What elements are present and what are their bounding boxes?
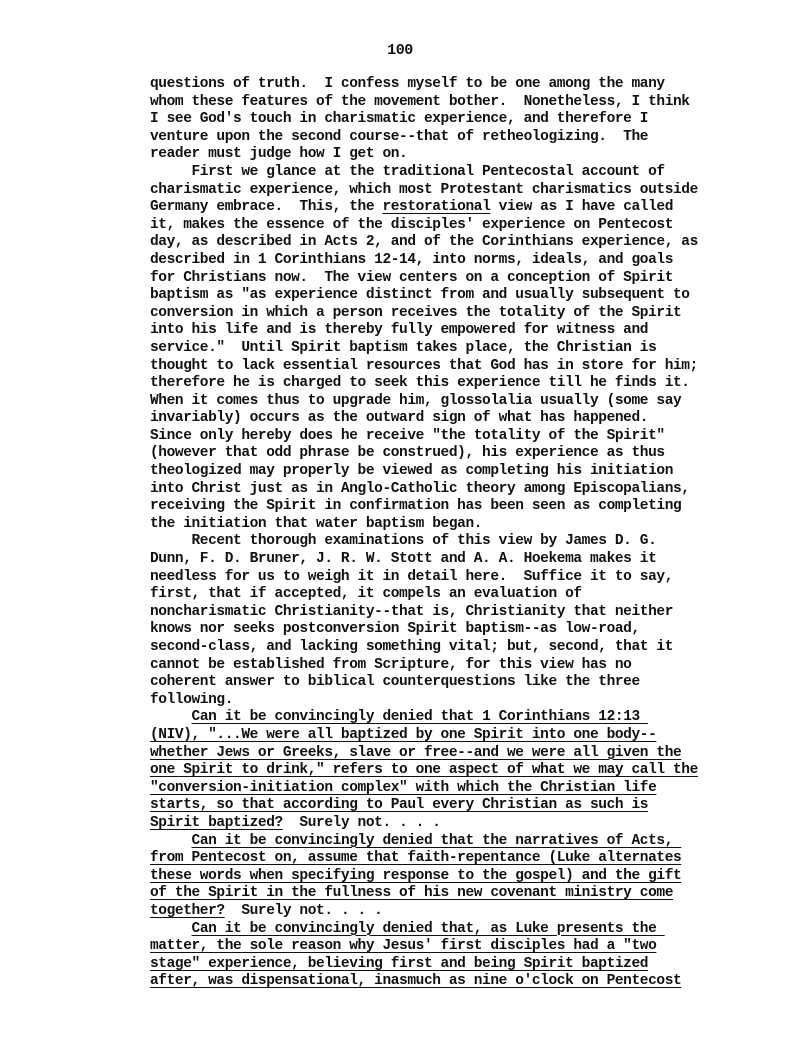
text-segment: coherent answer to biblical counterquestions like the three xyxy=(150,674,640,691)
underlined-text: Can it be convincingly denied that, as Luke presents the xyxy=(191,920,665,937)
text-line xyxy=(150,674,750,692)
underlined-text: stage" experience, believing first and being Spirit baptized xyxy=(150,955,649,972)
text-line xyxy=(150,921,750,939)
text-segment: it, makes the essence of the disciples' experience on Pentecost xyxy=(150,216,673,233)
text-line xyxy=(150,745,750,763)
text-line xyxy=(150,76,750,94)
text-line xyxy=(150,164,750,182)
text-line xyxy=(150,569,750,587)
text-line xyxy=(150,287,750,305)
text-segment: first, that if accepted, it compels an evaluation of xyxy=(150,586,582,603)
text-line xyxy=(150,94,750,112)
text-line xyxy=(150,639,750,657)
text-line xyxy=(150,428,750,446)
text-segment: baptism as "as experience distinct from and usually subsequent to xyxy=(150,287,690,304)
text-segment: needless for us to weigh it in detail here. Suffice it to say, xyxy=(150,568,673,585)
underlined-text: restorational xyxy=(382,199,491,216)
text-line xyxy=(150,129,750,147)
text-segment: described in 1 Corinthians 12-14, into norms, ideals, and goals xyxy=(150,251,673,268)
text-line xyxy=(150,797,750,815)
text-line xyxy=(150,885,750,903)
text-segment: questions of truth. I confess myself to be one among the many xyxy=(150,76,665,92)
text-line xyxy=(150,973,750,991)
text-line xyxy=(150,270,750,288)
underlined-text: Spirit baptized? xyxy=(150,814,283,831)
text-segment: First we glance at the traditional Pentecostal account of xyxy=(150,163,665,180)
text-line xyxy=(150,340,750,358)
text-line xyxy=(150,182,750,200)
text-segment: second-class, and lacking something vital; but, second, that it xyxy=(150,639,673,655)
text-segment: thought to lack essential resources that God has in store for him; xyxy=(150,357,698,374)
text-line xyxy=(150,445,750,463)
page-number: 100 xyxy=(387,42,413,59)
text-segment: Since only hereby does he receive "the totality of the Spirit" xyxy=(150,427,665,444)
underlined-text: together? xyxy=(150,902,225,919)
text-segment: into Christ just as in Anglo-Catholic theory among Episcopalians, xyxy=(150,480,690,497)
text-line xyxy=(150,692,750,710)
text-segment: into his life and is thereby fully empowered for witness and xyxy=(150,322,649,339)
text-segment: knows nor seeks postconversion Spirit baptism--as low-road, xyxy=(150,621,640,638)
text-segment: Germany embrace. This, the xyxy=(150,199,383,216)
underlined-text: one Spirit to drink," refers to one aspect of what we may call the xyxy=(150,762,698,779)
text-line xyxy=(150,833,750,851)
underlined-text: these words when specifying response to the gospel) and the gift xyxy=(150,867,682,884)
text-line xyxy=(150,551,750,569)
text-line xyxy=(150,481,750,499)
text-line xyxy=(150,586,750,604)
text-line xyxy=(150,375,750,393)
text-segment: venture upon the second course--that of retheologizing. The xyxy=(150,128,649,145)
text-segment: conversion in which a person receives the totality of the Spirit xyxy=(150,304,682,321)
underlined-text: of the Spirit in the fullness of his new covenant ministry come xyxy=(150,885,673,902)
text-segment: service." Until Spirit baptism takes place, the Christian is xyxy=(150,339,657,356)
text-line xyxy=(150,199,750,217)
text-line xyxy=(150,463,750,481)
text-line xyxy=(150,709,750,727)
text-segment xyxy=(150,833,192,849)
text-segment: therefore he is charged to seek this experience till he finds it. xyxy=(150,375,690,392)
text-segment xyxy=(150,709,192,725)
text-segment: invariably) occurs as the outward sign of what has happened. xyxy=(150,410,649,427)
underlined-text: whether Jews or Greeks, slave or free--and we were all given the xyxy=(150,744,682,761)
text-segment xyxy=(150,921,192,937)
text-line xyxy=(150,252,750,270)
text-line xyxy=(150,657,750,675)
text-segment: I see God's touch in charismatic experience, and therefore I xyxy=(150,111,649,128)
underlined-text: (NIV), "...We were all baptized by one Spirit into one body-- xyxy=(150,726,657,743)
text-segment: Recent thorough examinations of this view by James D. G. xyxy=(150,533,657,550)
underlined-text: Can it be convincingly denied that 1 Corinthians 12:13 xyxy=(191,709,649,726)
underlined-text: from Pentecost on, assume that faith-repentance (Luke alternates xyxy=(150,850,682,867)
body-text xyxy=(150,76,750,991)
text-line xyxy=(150,358,750,376)
text-segment: day, as described in Acts 2, and of the Corinthians experience, as xyxy=(150,234,698,251)
text-line xyxy=(150,111,750,129)
text-line xyxy=(150,234,750,252)
text-segment: reader must judge how I get on. xyxy=(150,146,408,163)
text-segment: (however that odd phrase be construed), his experience as thus xyxy=(150,445,665,462)
text-segment: view as I have called xyxy=(490,199,674,216)
text-line xyxy=(150,868,750,886)
text-segment: noncharismatic Christianity--that is, Christianity that neither xyxy=(150,603,673,620)
underlined-text: after, was dispensational, inasmuch as nine o'clock on Pentecost xyxy=(150,973,682,990)
text-line xyxy=(150,850,750,868)
text-segment: cannot be established from Scripture, for this view has no xyxy=(150,656,632,673)
text-line xyxy=(150,815,750,833)
text-line xyxy=(150,393,750,411)
underlined-text: starts, so that according to Paul every Christian as such is xyxy=(150,797,649,814)
text-line xyxy=(150,604,750,622)
text-segment: theologized may properly be viewed as completing his initiation xyxy=(150,463,673,480)
text-segment: for Christians now. The view centers on a conception of Spirit xyxy=(150,269,673,286)
text-segment: Dunn, F. D. Bruner, J. R. W. Stott and A. A. Hoekema makes it xyxy=(150,551,657,568)
text-line xyxy=(150,217,750,235)
text-line xyxy=(150,621,750,639)
text-line xyxy=(150,938,750,956)
text-line xyxy=(150,903,750,921)
underlined-text: "conversion-initiation complex" with which the Christian life xyxy=(150,779,657,796)
text-line xyxy=(150,780,750,798)
text-line xyxy=(150,516,750,534)
text-segment: charismatic experience, which most Protestant charismatics outside xyxy=(150,181,698,198)
text-line xyxy=(150,727,750,745)
text-line xyxy=(150,305,750,323)
underlined-text: matter, the sole reason why Jesus' first disciples had a "two xyxy=(150,938,657,955)
text-segment: whom these features of the movement bother. Nonetheless, I think xyxy=(150,93,690,110)
text-line xyxy=(150,146,750,164)
text-segment: When it comes thus to upgrade him, glossolalia usually (some say xyxy=(150,392,682,409)
text-segment: the initiation that water baptism began. xyxy=(150,515,483,532)
text-segment: Surely not. . . . xyxy=(282,814,441,831)
text-segment: Surely not. . . . xyxy=(224,902,383,919)
text-line xyxy=(150,762,750,780)
text-line xyxy=(150,498,750,516)
text-line xyxy=(150,410,750,428)
text-segment: receiving the Spirit in confirmation has been seen as completing xyxy=(150,498,682,515)
underlined-text: Can it be convincingly denied that the narratives of Acts, xyxy=(191,832,682,849)
text-line xyxy=(150,322,750,340)
text-line xyxy=(150,956,750,974)
text-segment: following. xyxy=(150,691,234,708)
text-line xyxy=(150,533,750,551)
